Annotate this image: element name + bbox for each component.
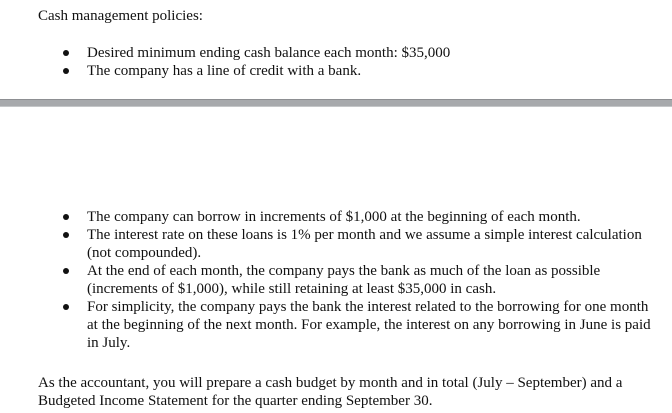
bullet-icon [63,68,69,74]
list-item-text: For simplicity, the company pays the bank the interest related to the borrowing for one month at the beginning of the next month. For example, the interest on any borrowing in June is paid in July. [87,299,651,351]
section-heading: Cash management policies: [38,8,203,24]
list-item [0,44,672,62]
list-item [0,62,672,80]
line-of-credit-terms-list [0,208,672,352]
bullet-icon [63,214,69,220]
bullet-icon [63,50,69,56]
list-item-text: At the end of each month, the company pays the bank as much of the loan as possible (increments of $1,000), while still retaining at least $35,000 in cash. [87,263,601,297]
page-divider [0,99,672,107]
closing-paragraph: As the accountant, you will prepare a cash budget by month and in total (July – September) and a Budgeted Income Statement for the quarter ending September 30. [38,375,623,409]
list-item [0,208,672,226]
cash-policy-list [0,44,672,80]
list-item [0,262,672,298]
list-item-text: The company has a line of credit with a bank. [87,63,362,79]
bullet-icon [63,268,69,274]
list-item-text: The interest rate on these loans is 1% per month and we assume a simple interest calculation (not compounded). [87,227,642,261]
list-item-text: The company can borrow in increments of $1,000 at the beginning of each month. [87,209,581,225]
list-item-text: Desired minimum ending cash balance each month: $35,000 [87,45,451,61]
bullet-icon [63,304,69,310]
bullet-icon [63,232,69,238]
list-item [0,226,672,262]
list-item [0,298,672,352]
